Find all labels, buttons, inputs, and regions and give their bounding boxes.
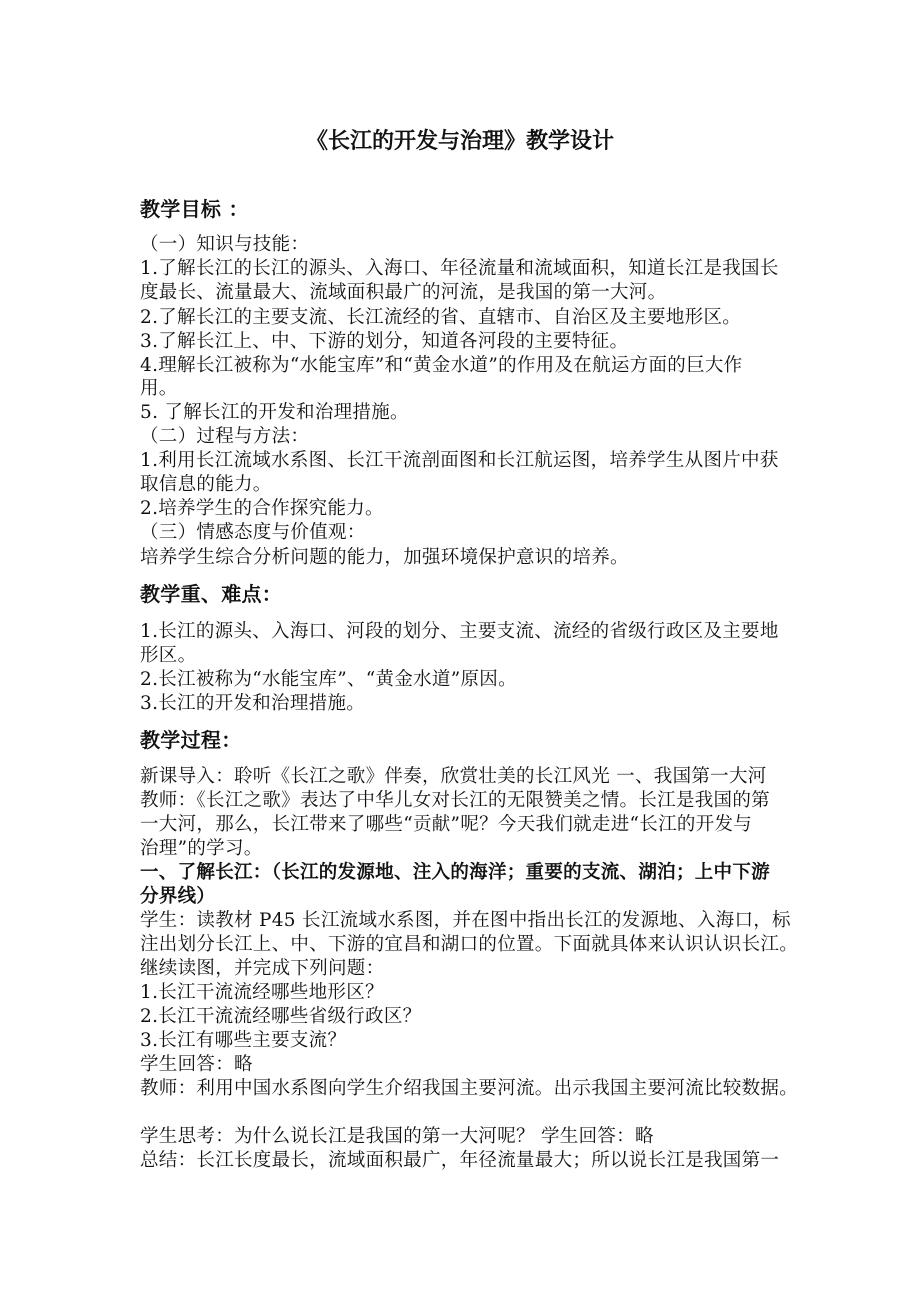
paragraph-line: 3.了解长江上、中、下游的划分，知道各河段的主要特征。	[140, 331, 629, 352]
paragraph-line: 学生思考：为什么说长江是我国的第一大河呢？ 学生回答：略	[140, 1126, 654, 1147]
paragraph-line: 3.长江的开发和治理措施。	[140, 693, 366, 714]
paragraph-line: 继续读图，并完成下列问题：	[140, 958, 385, 979]
paragraph-line: 5. 了解长江的开发和治理措施。	[140, 402, 409, 423]
paragraph-line: 形区。	[140, 645, 197, 666]
paragraph-line: 1.长江干流流经哪些地形区？	[140, 982, 384, 1003]
paragraph-line: 教师：《长江之歌》表达了中华儿女对长江的无限赞美之情。长江是我国的第	[140, 790, 770, 811]
paragraph-line: 学生：读教材 P45 长江流域水系图，并在图中指出长江的发源地、入海口，标	[140, 910, 791, 931]
paragraph-line: （三）情感态度与价值观：	[140, 522, 366, 543]
paragraph-line: 2.了解长江的主要支流、长江流经的省、直辖市、自治区及主要地形区。	[140, 307, 742, 328]
paragraph-line: 取信息的能力。	[140, 474, 272, 495]
section-heading-objectives: 教学目标 ：	[140, 197, 249, 221]
paragraph-line: 2.培养学生的合作探究能力。	[140, 498, 384, 519]
paragraph-line: 1.利用长江流域水系图、长江干流剖面图和长江航运图，培养学生从图片中获	[140, 450, 779, 471]
section-heading-process: 教学过程：	[140, 728, 242, 752]
paragraph-line: 新课导入：聆听《长江之歌》伴奏，欣赏壮美的长江风光 一、我国第一大河	[140, 766, 767, 787]
paragraph-line: 分界线）	[140, 886, 216, 907]
paragraph-line: 1.了解长江的长江的源头、入海口、年径流量和流域面积，知道长江是我国长	[140, 258, 779, 279]
paragraph-line: （一）知识与技能：	[140, 234, 310, 255]
section-heading-key-points: 教学重、难点：	[140, 582, 283, 606]
paragraph-line: 注出划分长江上、中、下游的宜昌和湖口的位置。下面就具体来认识认识长江。	[140, 934, 799, 955]
paragraph-line: 4.理解长江被称为“水能宝库”和“黄金水道”的作用及在航运方面的巨大作	[140, 355, 743, 376]
document-title: 《长江的开发与治理》教学设计	[305, 129, 614, 154]
paragraph-line: 一大河，那么，长江带来了哪些“贡献”呢？今天我们就走进“长江的开发与	[140, 814, 753, 835]
paragraph-line: 2.长江被称为“水能宝库”、“黄金水道”原因。	[140, 669, 517, 690]
paragraph-line: 总结：长江长度最长，流域面积最广，年径流量最大；所以说长江是我国第一	[140, 1150, 780, 1171]
paragraph-line: 1.长江的源头、入海口、河段的划分、主要支流、流经的省级行政区及主要地	[140, 621, 779, 642]
paragraph-line: 培养学生综合分析问题的能力，加强环境保护意识的培养。	[140, 547, 629, 568]
paragraph-line: 治理”的学习。	[140, 838, 263, 859]
paragraph-line: 用。	[140, 378, 178, 399]
paragraph-line: 一、了解长江：（长江的发源地、注入的海洋；重要的支流、湖泊；上中下游	[140, 862, 770, 883]
paragraph-line: 学生回答：略	[140, 1054, 253, 1075]
paragraph-line: 度最长、流量最大、流域面积最广的河流，是我国的第一大河。	[140, 282, 667, 303]
paragraph-line: 3.长江有哪些主要支流？	[140, 1030, 347, 1051]
paragraph-line: 教师：利用中国水系图向学生介绍我国主要河流。出示我国主要河流比较数据。	[140, 1078, 799, 1099]
paragraph-line: 2.长江干流流经哪些省级行政区？	[140, 1006, 422, 1027]
paragraph-line: （二）过程与方法：	[140, 426, 310, 447]
